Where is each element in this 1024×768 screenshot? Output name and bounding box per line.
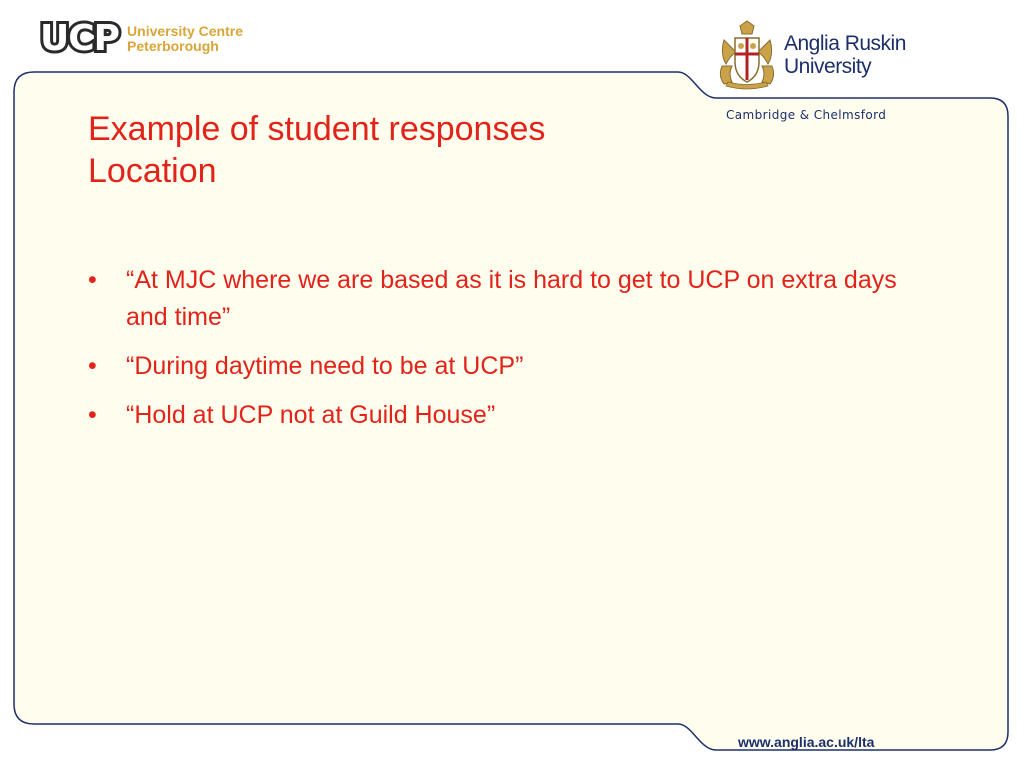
slide-title bbox=[88, 108, 545, 192]
footer-url: www.anglia.ac.uk/lta bbox=[738, 734, 875, 750]
ucp-logo-mark: UCP bbox=[40, 18, 120, 59]
bullet-text: “At MJC where we are based as it is hard to get to UCP on extra days and time” bbox=[126, 266, 897, 331]
bullet-marker: • bbox=[88, 401, 97, 429]
aru-subtitle: Cambridge & Chelmsford bbox=[726, 108, 887, 122]
bullet-item bbox=[88, 262, 938, 336]
bullet-list bbox=[88, 262, 938, 446]
aru-logo-line1: Anglia Ruskin bbox=[784, 32, 906, 55]
bullet-text: “Hold at UCP not at Guild House” bbox=[126, 401, 496, 429]
ucp-logo-text bbox=[127, 24, 243, 54]
bullet-item bbox=[88, 348, 938, 385]
slide-title-line2: Location bbox=[88, 152, 217, 190]
bullet-item bbox=[88, 397, 938, 434]
ucp-logo-line1: University Centre bbox=[127, 23, 243, 39]
crest-icon bbox=[716, 20, 778, 90]
bullet-text: “During daytime need to be at UCP” bbox=[126, 352, 524, 380]
bullet-marker: • bbox=[88, 266, 97, 294]
aru-logo bbox=[716, 20, 906, 90]
aru-logo-line2: University bbox=[784, 55, 872, 78]
ucp-logo-line2: Peterborough bbox=[127, 38, 219, 54]
slide-title-line1: Example of student responses bbox=[88, 110, 546, 148]
aru-logo-text bbox=[784, 32, 906, 78]
ucp-logo bbox=[40, 20, 243, 58]
bullet-marker: • bbox=[88, 352, 97, 380]
